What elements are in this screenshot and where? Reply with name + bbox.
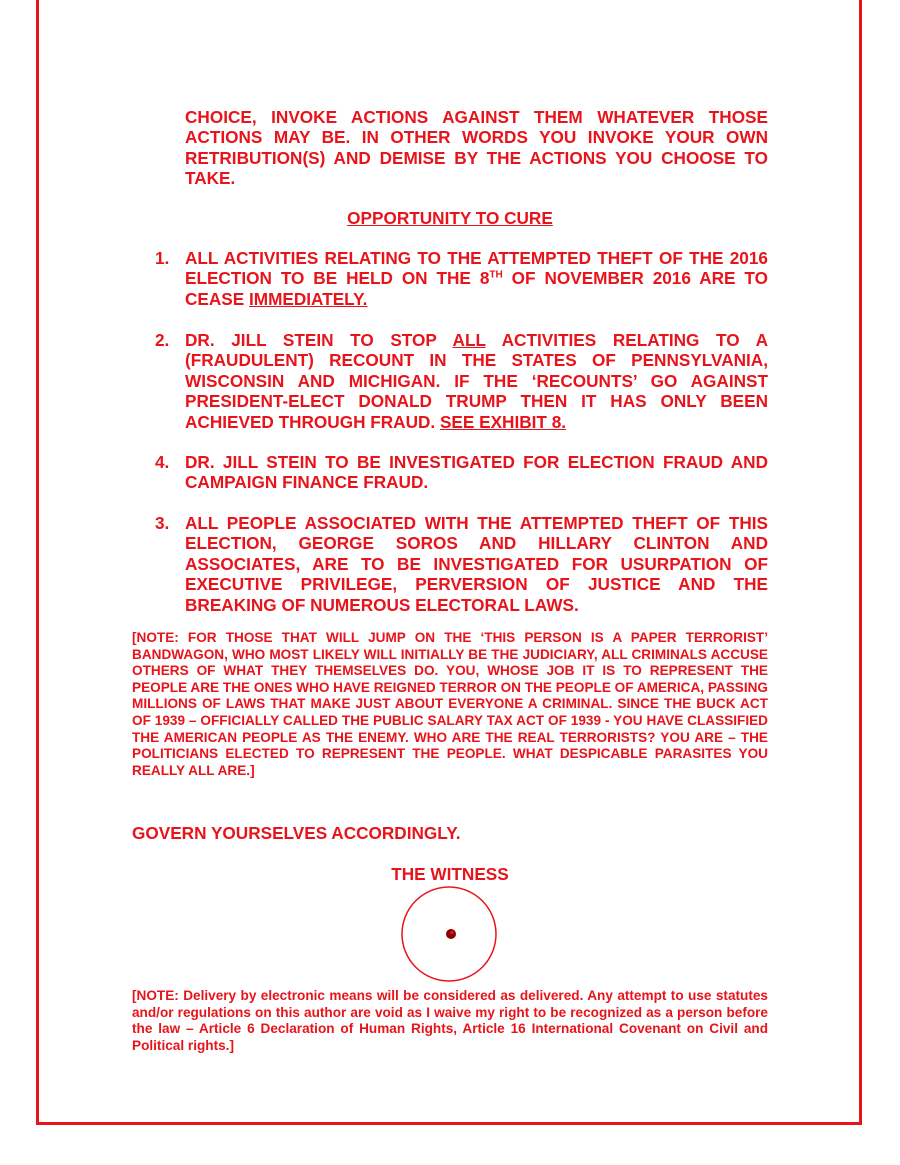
delivery-note: [NOTE: Delivery by electronic means will be considered as delivered. Any attempt to use statutes and/or regulations on this author are void as I waive my right to be recognized as a person before the law – Article 6 Declaration of Human Rights, Article 16 International Covenant on Civil and Political rights.] <box>132 988 768 1053</box>
govern-statement: GOVERN YOURSELVES ACCORDINGLY. <box>132 823 461 843</box>
list-item <box>155 513 768 615</box>
item-text: DR. JILL STEIN TO BE INVESTIGATED FOR ELECTION FRAUD AND CAMPAIGN FINANCE FRAUD. <box>185 452 768 493</box>
item-text: DR. JILL STEIN TO STOP <box>185 330 453 350</box>
item-emphasis: IMMEDIATELY. <box>249 288 368 309</box>
cure-list <box>155 330 768 432</box>
item-number: 4. <box>155 452 170 472</box>
seal-dot-highlight <box>450 931 453 934</box>
seal-dot <box>446 929 456 939</box>
note-paragraph: [NOTE: FOR THOSE THAT WILL JUMP ON THE ‘THIS PERSON IS A PAPER TERRORIST’ BANDWAGON, WHO MOST LIKELY WILL INITIALLY BE THE JUDICIARY, ALL CRIMINALS ACCUSE OTHERS OF WHAT THEY THEMSELVES DO. YOU, WHOSE JOB IT IS TO REPRESENT THE PEOPLE ARE THE ONES WHO HAVE REIGNED TERROR ON THE PEOPLE OF AMERICA, PASSING MILLIONS OF LAWS THAT MAKE JUST ABOUT EVERYONE A CRIMINAL. SINCE THE BUCK ACT OF 1939 – OFFICIALLY CALLED THE PUBLIC SALARY TAX ACT OF 1939 - YOU HAVE CLASSIFIED THE AMERICAN PEOPLE AS THE ENEMY. WHO ARE THE REAL TERRORISTS? YOU ARE – THE POLITICIANS ELECTED TO REPRESENT THE PEOPLE. WHAT DESPICABLE PARASITES YOU REALLY ALL ARE.] <box>132 630 768 778</box>
item-text: OF NOVEMBER 2016 ARE TO CEASE <box>185 268 768 309</box>
cure-list <box>155 248 768 309</box>
list-item <box>155 452 768 493</box>
item-number: 2. <box>155 330 170 350</box>
exhibit-reference: SEE EXHIBIT 8. <box>439 411 567 432</box>
ordinal-suffix: TH <box>489 269 503 281</box>
intro-paragraph: CHOICE, INVOKE ACTIONS AGAINST THEM WHATEVER THOSE ACTIONS MAY BE. IN OTHER WORDS YOU INVOKE YOUR OWN RETRIBUTION(S) AND DEMISE BY THE ACTIONS YOU CHOOSE TO TAKE. <box>185 107 768 189</box>
cure-list <box>155 513 768 615</box>
list-item <box>155 330 768 432</box>
heading-text: OPPORTUNITY TO CURE <box>347 208 553 228</box>
item-number: 3. <box>155 513 170 533</box>
list-item <box>155 248 768 309</box>
witness-seal <box>401 886 497 982</box>
witness-label: THE WITNESS <box>391 864 509 884</box>
item-emphasis: ALL <box>452 330 486 350</box>
item-text: ACTIVITIES RELATING TO A (FRAUDULENT) RECOUNT IN THE STATES OF PENNSYLVANIA, WISCONSIN AND MICHIGAN. IF THE ‘RECOUNTS’ GO AGAINST PRESIDENT-ELECT DONALD TRUMP THEN IT HAS ONLY BEEN ACHIEVED THROUGH FRAUD. <box>185 330 768 432</box>
item-number: 1. <box>155 248 170 268</box>
item-text: ALL ACTIVITIES RELATING TO THE ATTEMPTED THEFT OF THE 2016 ELECTION TO BE HELD ON THE 8 <box>185 248 768 289</box>
item-text: ALL PEOPLE ASSOCIATED WITH THE ATTEMPTED THEFT OF THIS ELECTION, GEORGE SOROS AND HILLARY CLINTON AND ASSOCIATES, ARE TO BE INVESTIGATED FOR USURPATION OF EXECUTIVE PRIVILEGE, PERVERSION OF JUSTICE AND THE BREAKING OF NUMEROUS ELECTORAL LAWS. <box>185 513 768 615</box>
cure-list <box>155 452 768 493</box>
section-heading <box>0 208 900 228</box>
